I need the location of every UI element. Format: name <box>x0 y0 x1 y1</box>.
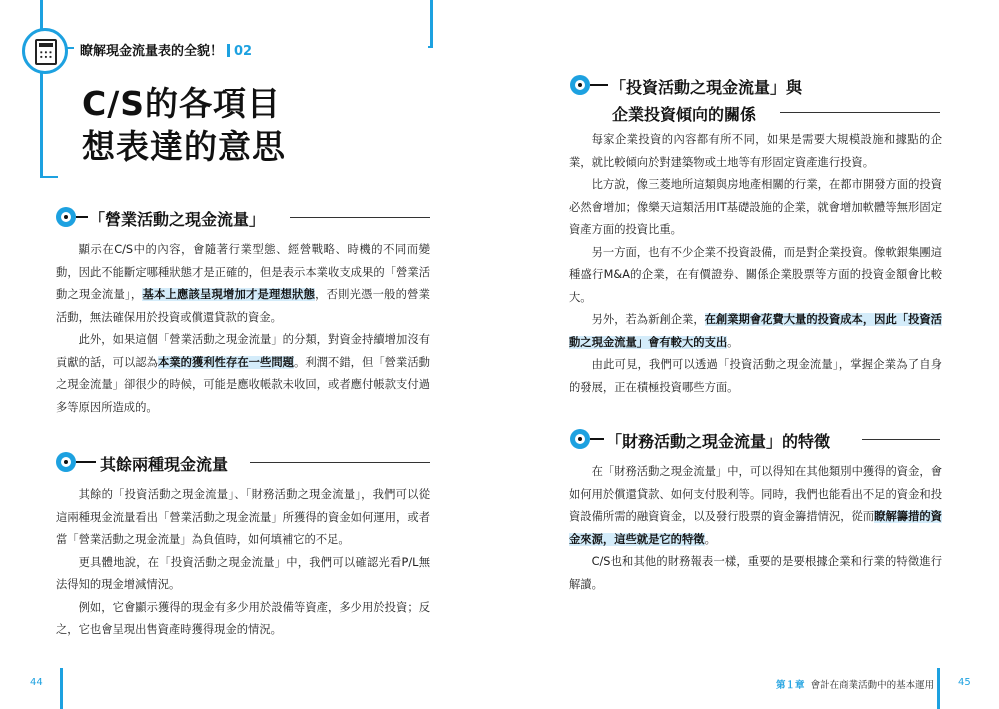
paragraph: 每家企業投資的內容都有所不同，如果是需要大規模設施和據點的企業，就比較傾向於對建築物或土地等有形固定資產進行投資。 <box>569 133 942 169</box>
footer-chapter <box>776 677 934 691</box>
title-bottom-rule <box>40 176 58 178</box>
footer-chapter-label: 第１章 <box>776 680 805 691</box>
header-rule-right <box>428 46 432 48</box>
page-title-line2: 想表達的意思 <box>82 127 286 166</box>
paragraph: 更具體地說，在「投資活動之現金流量」中，我們可以確認光看P/L無法得知的現金增減情況。 <box>56 555 430 591</box>
chapter-number: 02 <box>234 44 253 59</box>
highlighted-text: 在創業期會花費大量的投資成本，因此「投資活動之現金流量」會有較大的支出 <box>569 313 942 349</box>
section-body-other-cf <box>56 484 430 642</box>
page-number-left: 44 <box>30 677 43 688</box>
heading-dash <box>76 216 88 218</box>
heading-rule <box>780 112 940 113</box>
section-body-investing-cf <box>569 129 942 399</box>
heading-rule <box>290 217 430 218</box>
heading-dash <box>76 461 96 463</box>
series-title: 瞭解現金流量表的全貌！ <box>80 44 224 59</box>
paragraph: 在「財務活動之現金流量」中，可以得知在其他類別中獲得的資金，會如何用於償還貸款、如何支付股利等。同時，我們也能看出不足的資金和投資設備所需的融資資金，以及發行股票的資金籌措情況，從而瞭解籌措的資金來源，這些就是它的特徵。 <box>569 465 942 546</box>
paragraph: 顯示在C/S中的內容，會隨著行業型態、經營戰略、時機的不同而變動，因此不能斷定哪種狀態才是正確的，但是表示本業收支成果的「營業活動之現金流量」，基本上應該呈現增加才是理想狀態，否則光憑一般的營業活動，無法確保用於投資或償還貸款的資金。 <box>56 243 430 324</box>
target-bullet-icon <box>570 75 590 95</box>
heading-rule <box>862 439 940 440</box>
page-title-line1: C/S的各項目 <box>82 84 282 123</box>
page-number-right: 45 <box>958 677 971 688</box>
section-body-operating-cf <box>56 239 430 419</box>
section-heading-operating-cf: 「營業活動之現金流量」 <box>89 210 266 229</box>
section-heading-investing-cf-line2: 企業投資傾向的關係 <box>612 105 757 124</box>
heading-dash <box>590 438 604 440</box>
heading-rule <box>250 462 430 463</box>
paragraph: 此外，如果這個「營業活動之現金流量」的分類，對資金持續增加沒有貢獻的話，可以認為本業的獲利性存在一些問題。利潤不錯，但「營業活動之現金流量」卻很少的時候，可能是應收帳款未收回，或者應付帳款支付過多等原因所造成的。 <box>56 333 430 414</box>
paragraph: 另一方面，也有不少企業不投資設備，而是對企業投資。像軟銀集團這種盛行M&A的企業，在有價證券、關係企業股票等方面的投資金額會比較大。 <box>569 245 942 304</box>
highlighted-text: 基本上應該呈現增加才是理想狀態 <box>142 288 316 301</box>
section-heading-financing-cf: 「財務活動之現金流量」的特徵 <box>606 432 831 451</box>
paragraph: 另外，若為新創企業，在創業期會花費大量的投資成本，因此「投資活動之現金流量」會有較大的支出。 <box>569 313 942 349</box>
highlighted-text: 本業的獲利性存在一些問題 <box>158 355 294 369</box>
calculator-icon <box>22 28 68 74</box>
paragraph: 其餘的「投資活動之現金流量」、「財務活動之現金流量」，我們可以從這兩種現金流量看出「營業活動之現金流量」所獲得的資金如何運用，或者當「營業活動之現金流量」為負值時，如何填補它的不足。 <box>56 488 430 546</box>
section-heading-other-cf: 其餘兩種現金流量 <box>100 455 229 474</box>
title-guide-line <box>40 70 43 178</box>
target-bullet-icon <box>56 207 76 227</box>
target-bullet-icon <box>56 452 76 472</box>
target-bullet-icon <box>570 429 590 449</box>
header-separator <box>227 44 230 57</box>
section-body-financing-cf <box>569 461 942 596</box>
footer-guide-line-right <box>937 668 940 709</box>
paragraph: 比方說，像三菱地所這類與房地產相關的行業，在都市開發方面的投資必然會增加；像樂天這類活用IT基礎設施的企業，就會增加軟體等無形固定資產方面的投資比重。 <box>569 178 942 236</box>
paragraph: 由此可見，我們可以透過「投資活動之現金流量」，掌握企業為了自身的發展，正在積極投資哪些方面。 <box>569 358 942 394</box>
top-right-guide-line <box>430 0 433 48</box>
heading-dash <box>590 84 608 86</box>
section-heading-investing-cf-line1: 「投資活動之現金流量」與 <box>610 78 803 97</box>
footer-guide-line-left <box>60 668 63 709</box>
footer-chapter-title: 會計在商業活動中的基本運用 <box>810 680 935 691</box>
paragraph: C/S也和其他的財務報表一樣，重要的是要根據企業和行業的特徵進行解讀。 <box>569 555 942 591</box>
chapter-header <box>80 40 252 59</box>
highlighted-text: 瞭解籌措的資金來源，這些就是它的特徵 <box>569 510 942 546</box>
paragraph: 例如，它會顯示獲得的現金有多少用於設備等資產，多少用於投資；反之，它也會呈現出售資產時獲得現金的情況。 <box>56 600 430 636</box>
